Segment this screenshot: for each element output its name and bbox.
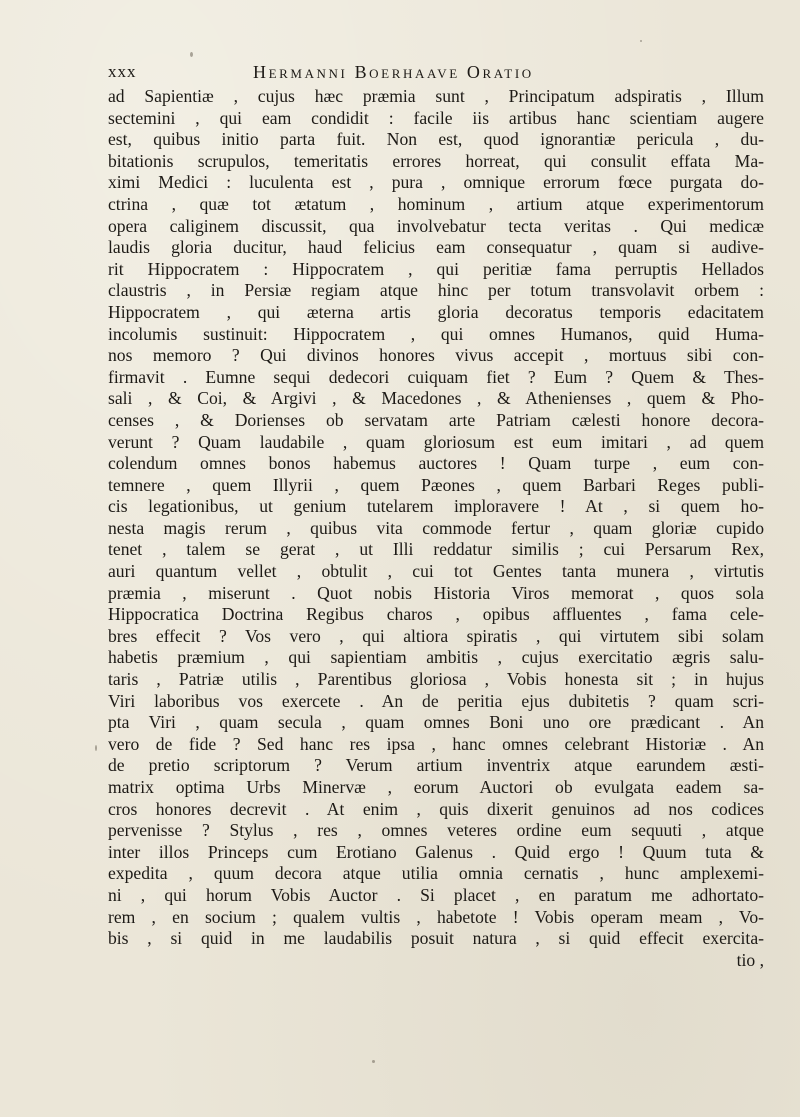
text-line: vero de fide ? Sed hanc res ipsa , hanc omnes celebrant Historiæ . An — [108, 733, 764, 754]
text-line: nos memoro ? Qui divinos honores vivus accepit , mortuus sibi con- — [108, 345, 764, 366]
text-line: cros honores decrevit . At enim , quis dixerit genuinos ad nos codices — [108, 798, 764, 819]
text-line: Hippocratica Doctrina Regibus charos , opibus affluentes , fama cele- — [108, 604, 764, 625]
page-header — [108, 62, 698, 86]
paper-speck — [640, 40, 642, 42]
text-line: bis , si quid in me laudabilis posuit natura , si quid effecit exercita- — [108, 928, 764, 949]
text-line: ad Sapientiæ , cujus hæc præmia sunt , Principatum adspiratis , Illum — [108, 86, 764, 106]
text-line: habetis præmium , qui sapientiam ambitis , cujus exercitatio ægris salu- — [108, 647, 764, 668]
text-line: ximi Medici : luculenta est , pura , omnique errorum fœce purgata do- — [108, 172, 764, 193]
text-line: cis legationibus, ut genium tutelarem imploravere ! At , si quem ho- — [108, 496, 764, 517]
text-line: nesta magis rerum , quibus vita commode fertur , quam gloriæ cupido — [108, 517, 764, 538]
text-line: tenet , talem se gerat , ut Illi reddatur similis ; cui Persarum Rex, — [108, 539, 764, 560]
text-line: colendum omnes bonos habemus auctores ! Quam turpe , eum con- — [108, 453, 764, 474]
text-line: Viri laboribus vos exercete . An de peritia ejus dubitetis ? quam scri- — [108, 690, 764, 711]
text-line: rem , en socium ; qualem vultis , habetote ! Vobis operam meam , Vo- — [108, 906, 764, 927]
text-line: pta Viri , quam secula , quam omnes Boni uno ore prædicant . An — [108, 712, 764, 733]
text-line-final: tio , — [736, 949, 764, 970]
text-line: bres effecit ? Vos vero , qui altiora spiratis , qui virtutem sibi solam — [108, 625, 764, 646]
text-line: rit Hippocratem : Hippocratem , qui peritiæ fama perruptis Hellados — [108, 258, 764, 279]
text-line: ctrina , quæ tot ætatum , hominum , artium atque experimentorum — [108, 193, 764, 214]
text-line: incolumis sustinuit: Hippocratem , qui omnes Humanos, quid Huma- — [108, 323, 764, 344]
text-line: inter illos Princeps cum Erotiano Galenus . Quid ergo ! Quum tuta & — [108, 841, 764, 862]
text-line: auri quantum vellet , obtulit , cui tot Gentes tanta munera , virtutis — [108, 561, 764, 582]
text-line: ni , qui horum Vobis Auctor . Si placet , en paratum me adhortato- — [108, 884, 764, 905]
text-line: matrix optima Urbs Minervæ , eorum Auctori ob evulgata eadem sa- — [108, 777, 764, 797]
body-text — [108, 86, 764, 971]
text-line: temnere , quem Illyrii , quem Pæones , quem Barbari Reges publi- — [108, 474, 764, 495]
text-line: expedita , quum decora atque utilia omnia cernatis , hunc amplexemi- — [108, 863, 764, 884]
text-line: sectemini , qui eam condidit : facile iis artibus hanc scientiam augere — [108, 107, 764, 128]
text-line: sali , & Coi, & Argivi , & Macedones , & Athenienses , quem & Pho- — [108, 388, 764, 409]
text-line: verunt ? Quam laudabile , quam gloriosum est eum imitari , ad quem — [108, 431, 764, 452]
page-number: xxx — [108, 62, 137, 81]
text-line: præmia , miserunt . Quot nobis Historia Viros memorat , quos sola — [108, 582, 764, 603]
text-line: pervenisse ? Stylus , res , omnes veteres ordine eum sequuti , atque — [108, 820, 764, 841]
paper-speck — [190, 52, 193, 57]
text-line: firmavit . Eumne sequi dedecori cuiquam fiet ? Eum ? Quem & Thes- — [108, 366, 764, 387]
text-line: laudis gloria ducitur, haud felicius eam consequatur , quam si audive- — [108, 237, 764, 258]
paper-speck — [372, 1060, 375, 1063]
text-line: de pretio scriptorum ? Verum artium inventrix atque earundem æsti- — [108, 755, 764, 776]
text-line: opera caliginem discussit, qua involvebatur tecta veritas . Qui medicæ — [108, 215, 764, 236]
running-head: Hermanni Boerhaave Oratio — [253, 62, 534, 82]
text-line: taris , Patriæ utilis , Parentibus gloriosa , Vobis honesta sit ; in hujus — [108, 669, 764, 690]
text-line: est, quibus initio parta fuit. Non est, quod ignorantiæ pericula , du- — [108, 129, 764, 150]
text-line: Hippocratem , qui æterna artis gloria decoratus temporis edacitatem — [108, 301, 764, 322]
text-line: bitationis scrupulos, temeritatis errores horreat, qui consulit effata Ma- — [108, 150, 764, 171]
text-line: claustris , in Persiæ regiam atque hinc per totum transvolavit orbem : — [108, 280, 764, 301]
text-line: censes , & Dorienses ob servatam arte Patriam cælesti honore decora- — [108, 409, 764, 430]
paper-speck — [95, 745, 97, 751]
